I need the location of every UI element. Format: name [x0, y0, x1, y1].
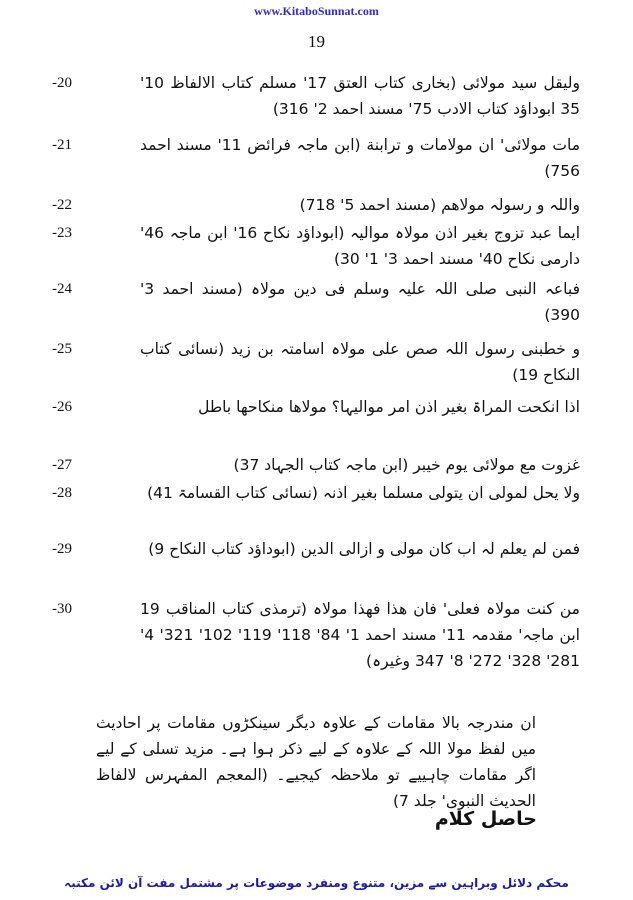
footnote-item: [52, 596, 580, 680]
footnote-text: واللہ و رسولہ مولاھم (مسند احمد 5' 718): [299, 196, 580, 214]
footnote-item: [52, 336, 580, 394]
footer-banner[interactable]: محکم دلائل وبراہین سے مزین، متنوع ومنفرد موضوعات پر مشتمل مفت آن لائن مکتبہ: [64, 876, 569, 890]
footnote-number: -26: [52, 399, 72, 415]
footnotes-list: [52, 70, 580, 680]
footnote-text: مات مولائی' ان مولامات و ترابنة (ابن ماجہ فرائض 11' مسند احمد 756): [140, 136, 580, 180]
footnote-text: فمن لم یعلم لہ اب کان مولی و ازالی الدین (ابوداؤد کتاب النکاح 9): [148, 540, 580, 558]
footnote-number: -28: [52, 485, 72, 501]
footnote-text: ولیقل سید مولائی (بخاری کتاب العتق 17' مسلم کتاب الالفاظ 10' 35 ابوداؤد کتاب الادب 75' مسند احمد 2' 316): [140, 74, 580, 118]
footnote-item: [52, 480, 580, 536]
footnote-number: -27: [52, 457, 72, 473]
footnote-number: -20: [52, 75, 72, 91]
footnote-item: [52, 220, 580, 276]
footnote-number: -22: [52, 197, 72, 213]
footnote-item: [52, 536, 580, 596]
footnote-item: [52, 132, 580, 192]
footnote-text: ولا یحل لمولی ان یتولی مسلما بغیر اذنہ (نسائی کتاب القسامۃ 41): [147, 484, 580, 502]
closing-paragraph: ان مندرجہ بالا مقامات کے علاوہ دیگر سینکڑوں مقامات پر احادیث میں لفظ مولا اللہ کے علاوہ کے لیے ذکر ہوا ہے۔ مزید تسلی کے لیے اگر مقامات چاہییے تو ملاحظہ کیجیے۔ (المعجم المفہرس لالفاظ الحدیث النبوی' جلد 7): [96, 714, 536, 810]
footnote-number: -30: [52, 601, 72, 617]
site-url-header[interactable]: www.KitaboSunnat.com: [254, 4, 379, 18]
footnote-number: -23: [52, 225, 72, 241]
footnote-number: -29: [52, 541, 72, 557]
footnote-text: و خطبنی رسول اللہ صص علی مولاہ اسامتہ بن زید (نسائی کتاب النکاح 19): [140, 340, 580, 384]
section-heading: حاصل کلام: [434, 808, 537, 830]
page-number: 19: [308, 32, 325, 51]
footnote-item: [52, 394, 580, 452]
footnote-number: -24: [52, 281, 72, 297]
footnote-item: [52, 276, 580, 336]
footnote-text: ایما عبد تزوج بغیر اذن مولاہ موالیہ (ابوداؤد نکاح 16' ابن ماجہ 46' دارمی نکاح 40' مسند احمد 3' 1' 30): [140, 224, 580, 268]
footnote-item: [52, 192, 580, 220]
footnote-text: غزوت مع مولائی یوم خیبر (ابن ماجہ کتاب الجہاد 37): [233, 456, 580, 474]
footnote-text: من کنت مولاہ فعلی' فان ھذا فھذا مولاہ (ترمذی کتاب المناقب 19 ابن ماجہ' مقدمہ 11' مسند احمد 1' 84' 118' 119' 102' 321' 4' 281' 328' 272' 8' 347 وغیرہ): [140, 600, 580, 670]
footnote-item: [52, 452, 580, 480]
footnote-item: [52, 70, 580, 132]
footnote-text: اذا انکحت المراۃ بغیر اذن امر موالیہا؟ مولاھا منکاحھا باطل: [198, 398, 580, 416]
footnote-text: فباعہ النبی صلی اللہ علیہ وسلم فی دین مولاہ (مسند احمد 3' 390): [140, 280, 580, 324]
footnote-number: -21: [52, 137, 72, 153]
footnote-number: -25: [52, 341, 72, 357]
